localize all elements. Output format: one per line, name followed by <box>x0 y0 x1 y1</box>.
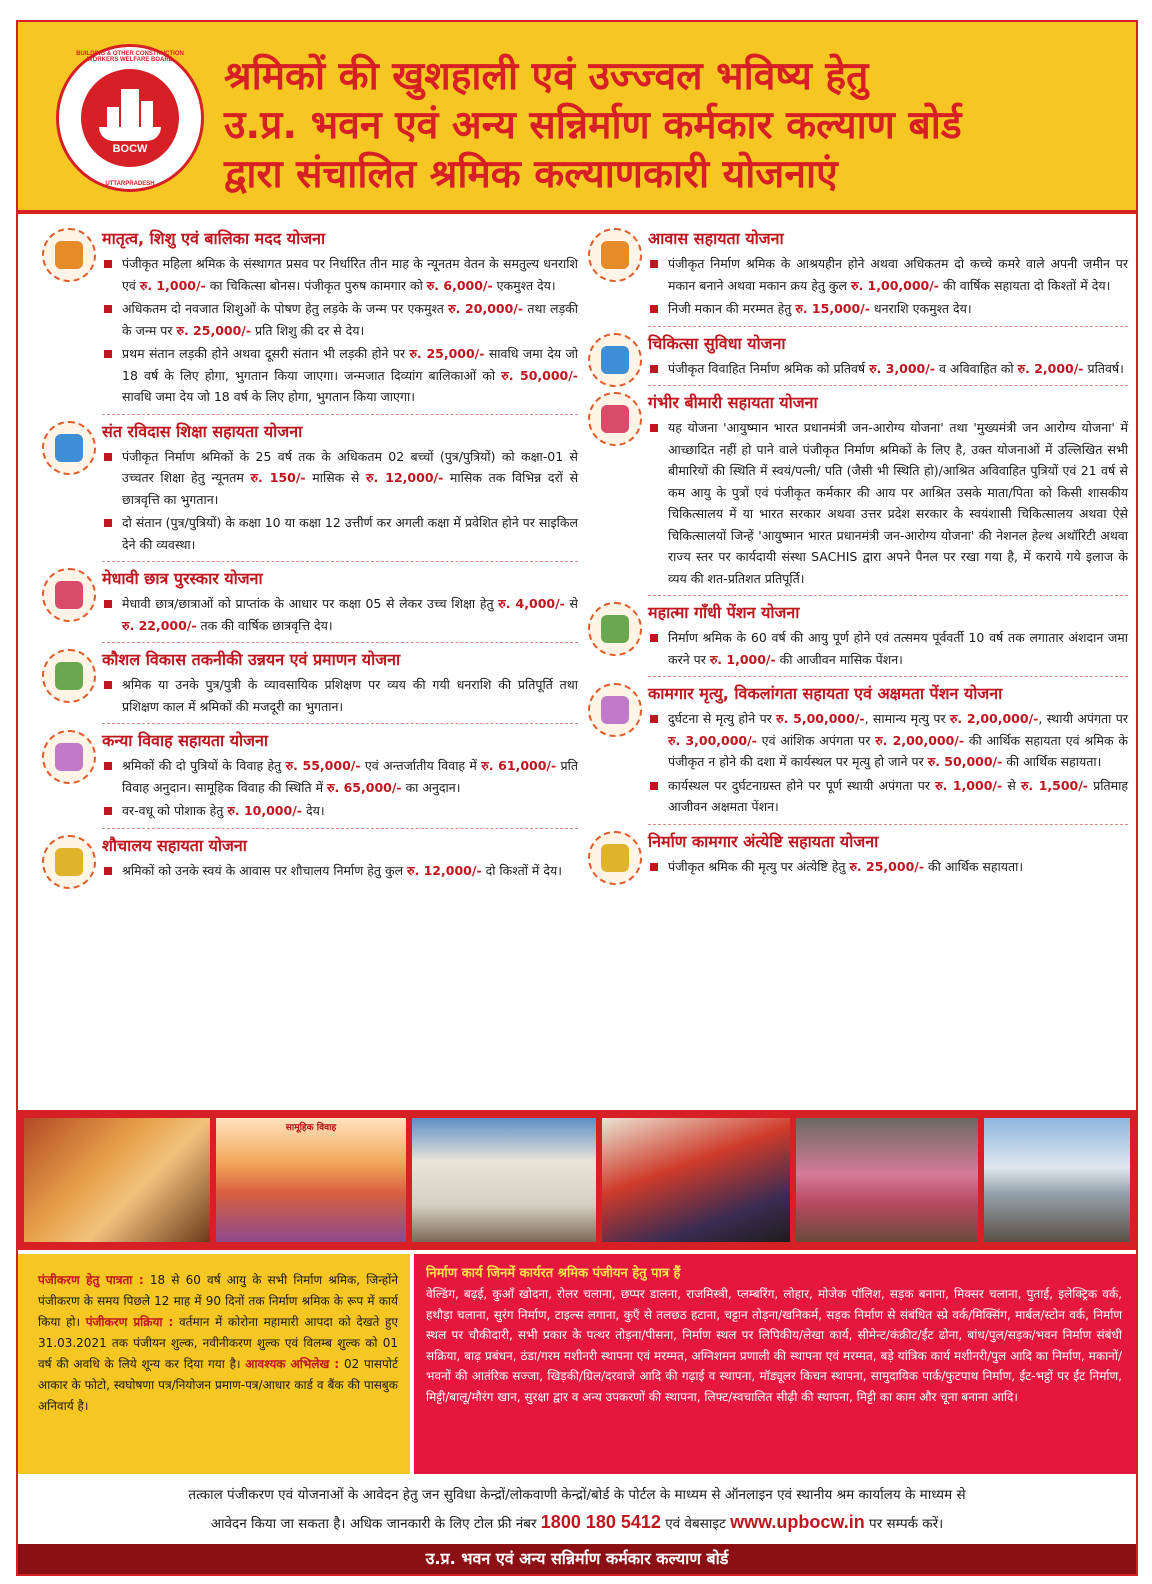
amount: रु. 10,000/- <box>227 803 302 818</box>
scheme-block <box>42 649 578 717</box>
logo-ring-bottom-text: UTTARPRADESH <box>105 181 155 187</box>
scheme-block <box>42 730 578 822</box>
eligible-works-text: वेल्डिंग, बढ़ई, कुआँ खोदना, रोलर चलाना, छप्पर डालना, राजमिस्त्री, प्लम्बरिंग, लोहार, मोजेक पॉलिश, सड़क बनाना, मिक्सर चलाना, पुताई, इलेक्ट्रिक वर्क, हथौड़ा चलाना, सुरंग निर्माण, टाइल्स लगाना, कुएँ से तलछठ हटाना, चट्टान तोड़ना/खनिकर्म, सड़क निर्माण से संबंधित स्प्रे वर्क/मिक्सिंग, मार्बल/स्टोन वर्क, निर्माण स्थल पर चौकीदारी, सभी प्रकार के पत्थर तोड़ना/पीसना, निर्माण स्थल पर लिपिकीय/लेखा कार्य, सीमेन्ट/कंक्रीट/ईंट ढोना, बांध/पुल/सड़क/भवन निर्माण संबंधी सक्रिया, बाढ़ प्रबंधन, ठंडा/गरम मशीनरी स्थापना एवं मरम्मत, अग्निशमन प्रणाली की स्थापना एवं मरम्मत, बड़े यांत्रिक कार्य मशीनरी/पुल आदि का निर्माण, मकानों/भवनों की आतंरिक सज्जा, खिड़की/ग्रिल/दरवाजे आदि की गढ़ाई व स्थापना, मॉड्यूलर किचन स्थापना, सामुदायिक पार्क/फुटपाथ निर्माण, ईंट-भट्ठों पर ईंट निर्माण, मिट्टी/बालू/मौरंग खान, सुरक्षा द्वार व अन्य उपकरणों की स्थापना, लिफ्ट/स्वचालित सीढ़ी की स्थापना, मिट्टी का काम और चूना बनाना आदि। <box>426 1287 1122 1404</box>
scheme-points <box>102 755 578 822</box>
scheme-title: आवास सहायता योजना <box>648 229 784 248</box>
photo-caption: सामूहिक विवाह <box>285 1123 337 1133</box>
amount: रु. 50,000/- <box>927 754 1003 769</box>
contact-line-2 <box>18 1509 1136 1538</box>
scheme-point: वर-वधू को पोशाक हेतु रु. 10,000/- देय। <box>102 800 578 822</box>
header-banner <box>18 22 1136 214</box>
photo-strip <box>18 1110 1136 1250</box>
eligibility-box <box>18 1254 410 1474</box>
hospital-icon <box>601 405 629 433</box>
scheme-point: श्रमिकों की दो पुत्रियों के विवाह हेतु रु. 55,000/- एवं अन्तर्जातीय विवाह में रु. 61,000/- प्रति विवाह अनुदान। सामूहिक विवाह की स्थिति में रु. 65,000/- का अनुदान। <box>102 755 578 798</box>
amount: रु. 1,000/- <box>709 651 776 667</box>
amount: रु. 150/- <box>250 470 306 485</box>
scheme-icon-frame <box>588 392 642 446</box>
scheme-points <box>648 856 1128 878</box>
scheme-divider <box>648 385 1128 386</box>
scheme-block <box>42 568 578 636</box>
title-line-1: श्रमिकों की खुशहाली एवं उज्ज्वल भविष्य हेतु <box>224 54 869 99</box>
amount: रु. 1,00,000/- <box>850 277 939 293</box>
scheme-points <box>102 674 578 717</box>
scheme-block <box>42 228 578 408</box>
photo-bicycle-distribution <box>602 1118 790 1242</box>
scheme-point: प्रथम संतान लड़की होने अथवा दूसरी संतान भी लड़की होने पर रु. 25,000/- सावधि जमा देय जो 18 वर्ष के लिए होगा, भुगतान किया जाएगा। जन्मजात दिव्यांग बालिकाओं को रु. 50,000/- सावधि जमा देय जो 18 वर्ष के लिए होगा, भुगतान किया जाएगा। <box>102 343 578 408</box>
scheme-divider <box>648 326 1128 327</box>
scheme-icon-frame <box>42 568 96 622</box>
scheme-title: निर्माण कामगार अंत्येष्टि सहायता योजना <box>648 831 879 851</box>
amount: रु. 25,000/- <box>176 322 252 338</box>
contact-line-1: तत्काल पंजीकरण एवं योजनाओं के आवेदन हेतु जन सुविधा केन्द्रों/लोकवाणी केन्द्रों/बोर्ड के पोर्टल के माध्यम से ऑनलाइन एवं स्थानीय श्रम कार्यालय के माध्यम से <box>188 1487 966 1503</box>
medical-icon <box>601 346 629 374</box>
scheme-point: अधिकतम दो नवजात शिशुओं के पोषण हेतु लड़के के जन्म पर एकमुश्त रु. 20,000/- तथा लड़की के जन्म पर रु. 25,000/- प्रति शिशु की दर से देय। <box>102 298 578 341</box>
website-link[interactable]: www.upbocw.in <box>730 1512 865 1532</box>
logo-emblem <box>81 69 179 167</box>
scheme-points <box>648 708 1128 818</box>
scheme-icon-frame <box>42 835 96 889</box>
amount: रु. 12,000/- <box>366 470 444 485</box>
scheme-title: कामगार मृत्यु, विकलांगता सहायता एवं अक्षमता पेंशन योजना <box>648 684 1003 703</box>
scheme-point: दुर्घटना से मृत्यु होने पर रु. 5,00,000/-, सामान्य मृत्यु पर रु. 2,00,000/-, स्थायी अपंगता पर रु. 3,00,000/- एवं आंशिक अपंगता पर रु. 2,00,000/- की आर्थिक सहायता एवं श्रमिक के पंजीकृत न होने की दशा में कार्यस्थल पर मृत्यु हो जाने पर रु. 50,000/- की आर्थिक सहायता। <box>648 708 1128 773</box>
scheme-points <box>102 446 578 556</box>
scheme-point: पंजीकृत निर्माण श्रमिक के आश्रयहीन होने अथवा अधिकतम दो कच्चे कमरे वाले अपनी जमीन पर मकान बनाने अथवा मकान क्रय हेतु कुल रु. 1,00,000/- की वार्षिक सहायता दो किश्तों में देय। <box>648 253 1128 296</box>
scheme-block <box>588 602 1128 670</box>
scheme-title: कन्या विवाह सहायता योजना <box>102 731 269 750</box>
eligible-works-box <box>414 1254 1136 1474</box>
process-text: वर्तमान में कोरोना महामारी आपदा को देखते हुए 31.03.2021 तक पंजीयन शुल्क, नवीनीकरण शुल्क एवं विलम्ब शुल्क को 01 वर्ष की अवधि के लिये शून्य कर दिया गया है। <box>38 1315 398 1371</box>
amount: रु. 3,000/- <box>869 360 936 376</box>
poster <box>16 20 1138 1576</box>
piggy-bank-icon <box>601 615 629 643</box>
amount: रु. 12,000/- <box>407 862 482 878</box>
scheme-points <box>648 417 1128 589</box>
photo-students <box>796 1118 978 1242</box>
scheme-points <box>102 253 578 408</box>
scheme-point: पंजीकृत श्रमिक की मृत्यु पर अंत्येष्टि हेतु रु. 25,000/- की आर्थिक सहायता। <box>648 856 1128 878</box>
amount: रु. 15,000/- <box>795 301 870 316</box>
amount: रु. 3,00,000/- <box>668 732 757 748</box>
scheme-point: निर्माण श्रमिक के 60 वर्ष की आयु पूर्ण होने एवं तत्समय पूर्ववर्ती 10 वर्ष तक लगातार अंशदान जमा करने पर रु. 1,000/- की आजीवन मासिक पेंशन। <box>648 627 1128 670</box>
scheme-divider <box>648 824 1128 825</box>
scheme-point: दो संतान (पुत्र/पुत्रियों) के कक्षा 10 या कक्षा 12 उत्तीर्ण कर अगली कक्षा में प्रवेशित होने पर साइकिल देने की व्यवस्था। <box>102 512 578 555</box>
scheme-icon-frame <box>42 649 96 703</box>
scheme-block <box>588 683 1128 818</box>
footer-text: उ.प्र. भवन एवं अन्य सन्निर्माण कर्मकार कल्याण बोर्ड <box>425 1549 729 1568</box>
contact-mid: एवं वेबसाइट <box>665 1516 726 1532</box>
scheme-points <box>648 627 1128 670</box>
scheme-icon-frame <box>588 683 642 737</box>
amount: रु. 55,000/- <box>285 758 361 773</box>
scheme-title: संत रविदास शिक्षा सहायता योजना <box>102 421 303 441</box>
amount: रु. 1,000/- <box>935 777 1003 793</box>
scheme-point: पंजीकृत महिला श्रमिक के संस्थागत प्रसव पर निर्धारित तीन माह के न्यूनतम वेतन के समतुल्य धनराशि एवं रु. 1,000/- का चिकित्सा बोनस। पंजीकृत पुरुष कामगार को रु. 6,000/- एकमुश्त देय। <box>102 253 578 296</box>
scheme-block <box>42 421 578 556</box>
scheme-divider <box>102 414 578 415</box>
amount: रु. 4,000/- <box>498 596 565 611</box>
toll-free-number[interactable]: 1800 180 5412 <box>540 1512 661 1532</box>
logo-ring-text: BUILDING & OTHER CONSTRUCTION WORKERS WELFARE BOARD <box>76 51 184 63</box>
scheme-block <box>42 835 578 882</box>
contact-info <box>18 1474 1136 1544</box>
scheme-block <box>588 333 1128 380</box>
amount: रु. 5,00,000/- <box>776 711 865 726</box>
footer-banner <box>18 1544 1136 1574</box>
toilet-icon <box>55 848 83 876</box>
scheme-point: पंजीकृत निर्माण श्रमिकों के 25 वर्ष तक के अधिकतम 02 बच्चों (पुत्र/पुत्रियों) को कक्षा-01 से उच्चतर शिक्षा हेतु न्यूनतम रु. 150/- मासिक से रु. 12,000/- मासिक तक विभिन्न दरों से छात्रवृत्ति का भुगतान। <box>102 446 578 511</box>
amount: रु. 1,500/- <box>1020 777 1088 793</box>
scheme-icon-frame <box>588 228 642 282</box>
scheme-icon-frame <box>588 333 642 387</box>
award-icon <box>55 581 83 609</box>
scheme-point: यह योजना 'आयुष्मान भारत प्रधानमंत्री जन-आरोग्य योजना' तथा 'मुख्यमंत्री जन आरोग्य योजना' में आच्छादित नहीं हो पाने वाले पंजीकृत निर्माण श्रमिकों के लिए है, उक्त योजनाओं में उल्लिखित सभी बीमारियों की स्थिति में स्वयं/पत्नी/ पति (जैसी भी स्थिति हो)/आश्रित अविवाहित पुत्रियों एवं 21 वर्ष से कम आयु के पुत्रों एवं पंजीकृत कर्मकार की आय पर आश्रित उसके माता/पिता को किसी शासकीय चिकित्सालय में या भारत सरकार अथवा उत्तर प्रदेश सरकार के स्वयंशासी चिकित्सालय अथवा ऐसे चिकित्सालयों जिन्हें 'आयुष्मान भारत प्रधानमंत्री जन-आरोग्य योजना' की नेशनल हेल्थ अथॉरिटी अथवा राज्य स्तर पर कार्यदायी संस्था SACHIS द्वारा अपने पैनल पर रखा गया है, में कराये गये इलाज के व्यय की शत-प्रतिशत प्रतिपूर्ति। <box>648 417 1128 589</box>
scheme-points <box>648 253 1128 320</box>
scheme-divider <box>648 676 1128 677</box>
scheme-point: कार्यस्थल पर दुर्घटनाग्रस्त होने पर पूर्ण स्थायी अपंगता पर रु. 1,000/- से रु. 1,500/- प्रतिमाह आजीवन अक्षमता पेंशन। <box>648 775 1128 818</box>
scheme-icon-frame <box>42 730 96 784</box>
photo-house <box>412 1118 596 1242</box>
photo-mass-wedding <box>216 1118 406 1242</box>
marriage-icon <box>55 743 83 771</box>
scheme-divider <box>102 642 578 643</box>
scheme-title: चिकित्सा सुविधा योजना <box>648 333 786 353</box>
scheme-icon-frame <box>588 602 642 656</box>
scheme-points <box>102 860 578 882</box>
scheme-divider <box>102 828 578 829</box>
amount: रु. 2,00,000/- <box>875 732 965 748</box>
title-line-3: द्वारा संचालित श्रमिक कल्याणकारी योजनाएं <box>224 152 838 197</box>
amount: रु. 25,000/- <box>849 858 925 874</box>
documents-text: 02 पासपोर्ट आकार के फोटो, स्वघोषणा पत्र/नियोजन प्रमाण-पत्र/आधार कार्ड व बैंक की पासबुक अनिवार्य है। <box>38 1357 398 1413</box>
contact-suffix: पर सम्पर्क करें। <box>869 1516 944 1532</box>
scheme-title: कौशल विकास तकनीकी उन्नयन एवं प्रमाणन योजना <box>102 650 401 669</box>
photo-toilet <box>984 1118 1130 1242</box>
process-label: पंजीकरण प्रक्रिया : <box>85 1315 174 1329</box>
contact-prefix: आवेदन किया जा सकता है। अधिक जानकारी के लिए टोल फ्री नंबर <box>210 1516 537 1532</box>
amount: रु. 1,000/- <box>139 277 206 293</box>
education-icon <box>55 434 83 462</box>
wheelchair-icon <box>601 696 629 724</box>
scheme-title: मातृत्व, शिशु एवं बालिका मदद योजना <box>102 229 326 248</box>
scheme-point: पंजीकृत विवाहित निर्माण श्रमिक को प्रतिवर्ष रु. 3,000/- व अविवाहित को रु. 2,000/- प्रतिवर्ष। <box>648 358 1128 380</box>
scheme-block <box>588 831 1128 878</box>
scheme-title: शौचालय सहायता योजना <box>102 835 247 855</box>
title-line-2: उ.प्र. भवन एवं अन्य सन्निर्माण कर्मकार कल्याण बोर्ड <box>224 103 962 148</box>
left-scheme-column <box>42 228 578 883</box>
amount: रु. 61,000/- <box>481 758 557 773</box>
scheme-divider <box>648 595 1128 596</box>
scheme-icon-frame <box>588 831 642 885</box>
scheme-point: मेधावी छात्र/छात्राओं को प्राप्तांक के आधार पर कक्षा 05 से लेकर उच्च शिक्षा हेतु रु. 4,000/- से रु. 22,000/- तक की वार्षिक छात्रवृत्ति देय। <box>102 593 578 636</box>
eligibility-label: पंजीकरण हेतु पात्रता : <box>38 1273 144 1287</box>
scheme-title: महात्मा गाँधी पेंशन योजना <box>648 603 800 622</box>
bocw-logo <box>56 44 204 192</box>
photo-mother-child <box>24 1118 210 1242</box>
scheme-block <box>588 228 1128 320</box>
documents-label: आवश्यक अभिलेख : <box>245 1357 340 1371</box>
page-title <box>224 52 1124 199</box>
mother-child-icon <box>55 241 83 269</box>
scheme-title: गंभीर बीमारी सहायता योजना <box>648 393 818 412</box>
scheme-points <box>648 358 1128 380</box>
scheme-title: मेधावी छात्र पुरस्कार योजना <box>102 569 263 588</box>
scheme-icon-frame <box>42 421 96 475</box>
amount: रु. 50,000/- <box>501 367 578 383</box>
scheme-point: श्रमिकों को उनके स्वयं के आवास पर शौचालय निर्माण हेतु कुल रु. 12,000/- दो किश्तों में देय। <box>102 860 578 882</box>
logo-text: BOCW <box>112 143 148 155</box>
scheme-point: निजी मकान की मरम्मत हेतु रु. 15,000/- धनराशि एकमुश्त देय। <box>648 298 1128 320</box>
amount: रु. 6,000/- <box>426 277 493 293</box>
scheme-icon-frame <box>42 228 96 282</box>
scheme-divider <box>102 723 578 724</box>
hands-icon <box>99 127 161 141</box>
amount: रु. 20,000/- <box>448 301 524 316</box>
amount: रु. 65,000/- <box>327 779 402 795</box>
eligibility-text: 18 से 60 वर्ष आयु के सभी निर्माण श्रमिक, जिन्होंने पंजीकरण के समय पिछले 12 माह में 90 दिनों तक निर्माण श्रमिक के रूप में कार्य किया हो। <box>38 1273 398 1329</box>
right-scheme-column <box>588 228 1128 879</box>
amount: रु. 22,000/- <box>122 617 197 633</box>
eligible-works-heading: निर्माण कार्य जिनमें कार्यरत श्रमिक पंजीयन हेतु पात्र हैं <box>426 1266 681 1281</box>
amount: रु. 25,000/- <box>409 346 485 361</box>
house-icon <box>601 241 629 269</box>
amount: रु. 2,00,000/- <box>949 711 1039 726</box>
scheme-divider <box>102 561 578 562</box>
funeral-icon <box>601 844 629 872</box>
scheme-point: श्रमिक या उनके पुत्र/पुत्री के व्यावसायिक प्रशिक्षण पर व्यय की गयी धनराशि की प्रतिपूर्ति तथा प्रशिक्षण काल में श्रमिकों की मजदूरी का भुगतान। <box>102 674 578 717</box>
tools-icon <box>55 662 83 690</box>
amount: रु. 2,000/- <box>1017 360 1084 376</box>
scheme-points <box>102 593 578 636</box>
scheme-block <box>588 392 1128 589</box>
